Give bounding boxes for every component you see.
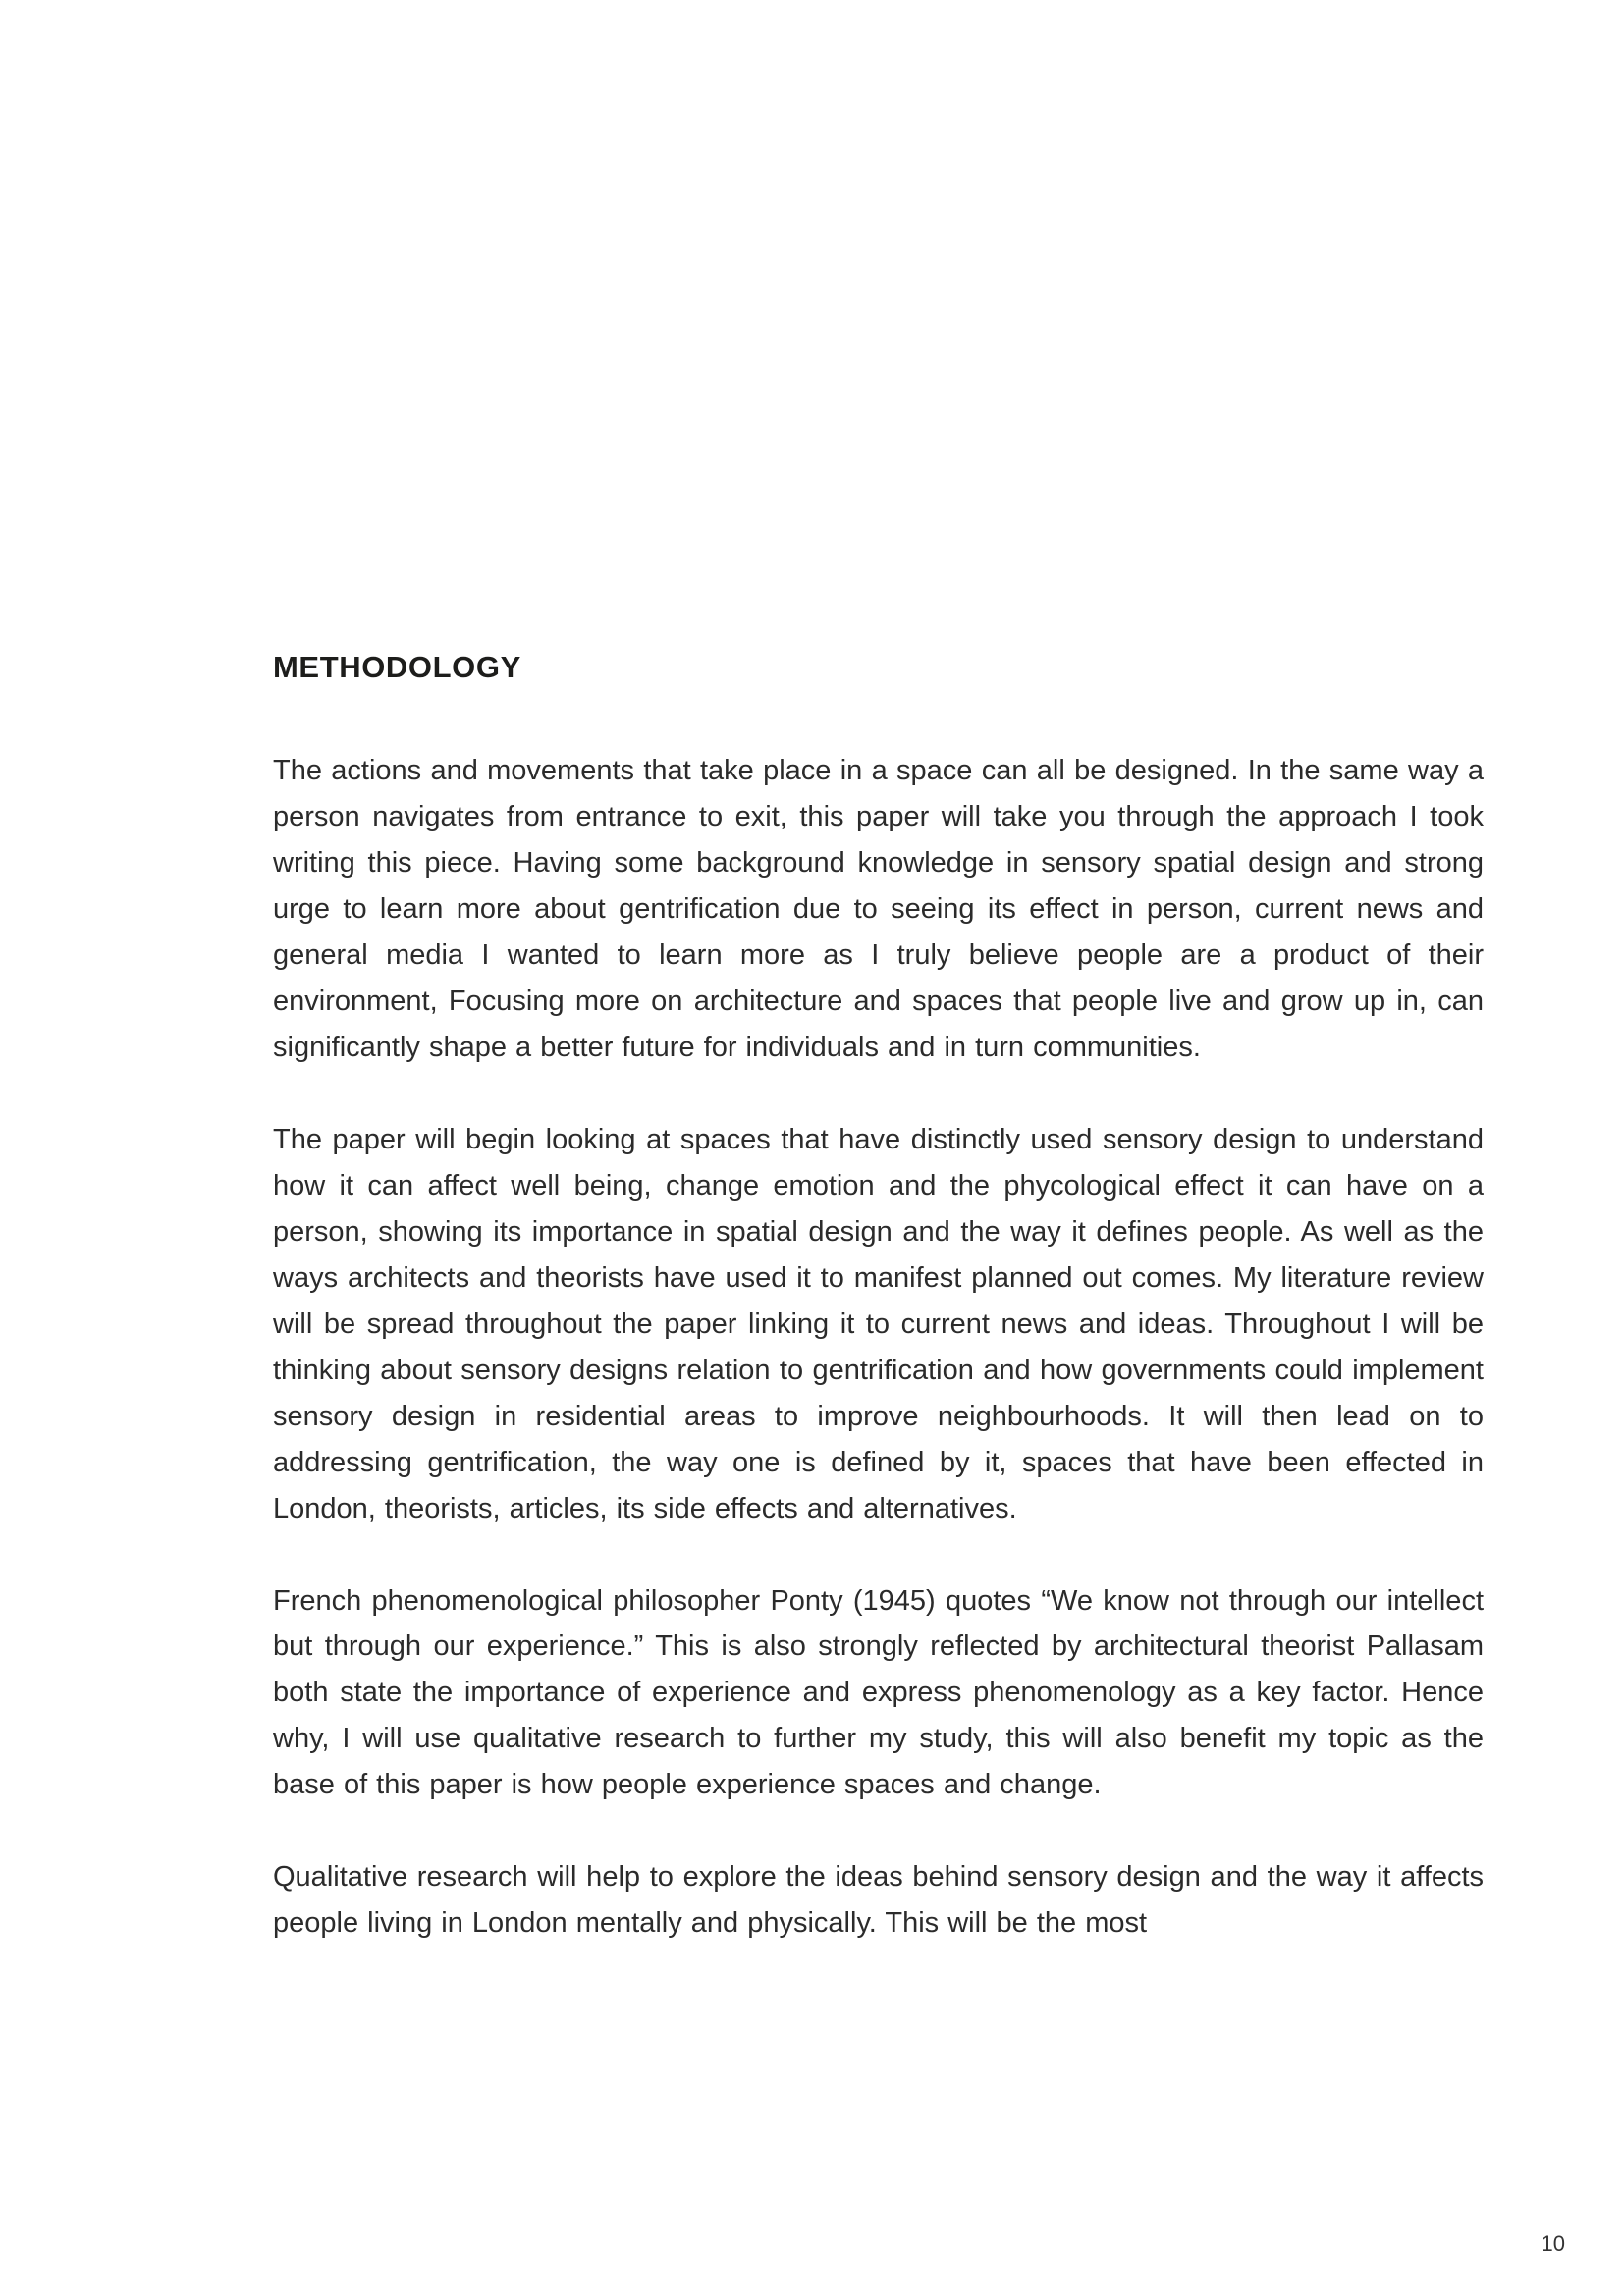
body-paragraph: Qualitative research will help to explore the ideas behind sensory design and the way it affects people living in London mentally and physically. This will be the most — [273, 1861, 1484, 1940]
page-content — [273, 650, 1484, 1947]
body-paragraph: French phenomenological philosopher Ponty (1945) quotes “We know not through our intellect but through our experience.” This is also strongly reflected by architectural theorist Pallasam both state the importance of experience and express phenomenology as a key factor. Hence why, I will use qualitative research to further my study, this will also benefit my topic as the base of this paper is how people experience spaces and change. — [273, 1584, 1484, 1801]
body-paragraph: The paper will begin looking at spaces that have distinctly used sensory design to understand how it can affect well being, change emotion and the phycological effect it can have on a person, showing its importance in spatial design and the way it defines people. As well as the ways architects and theorists have used it to manifest planned out comes. My literature review will be spread throughout the paper linking it to current news and ideas. Throughout I will be thinking about sensory designs relation to gentrification and how governments could implement sensory design in residential areas to improve neighbourhoods. It will then lead on to addressing gentrification, the way one is defined by it, spaces that have been effected in London, theorists, articles, its side effects and alternatives. — [273, 1123, 1484, 1524]
page-number: 10 — [1541, 2231, 1565, 2256]
section-heading: METHODOLOGY — [273, 650, 521, 684]
body-paragraph: The actions and movements that take place in a space can all be designed. In the same way a person navigates from entrance to exit, this paper will take you through the approach I took writing this piece. Having some background knowledge in sensory spatial design and strong urge to learn more about gentrification due to seeing its effect in person, current news and general media I wanted to learn more as I truly believe people are a product of their environment, Focusing more on architecture and spaces that people live and grow up in, can significantly shape a better future for individuals and in turn communities. — [273, 755, 1484, 1063]
